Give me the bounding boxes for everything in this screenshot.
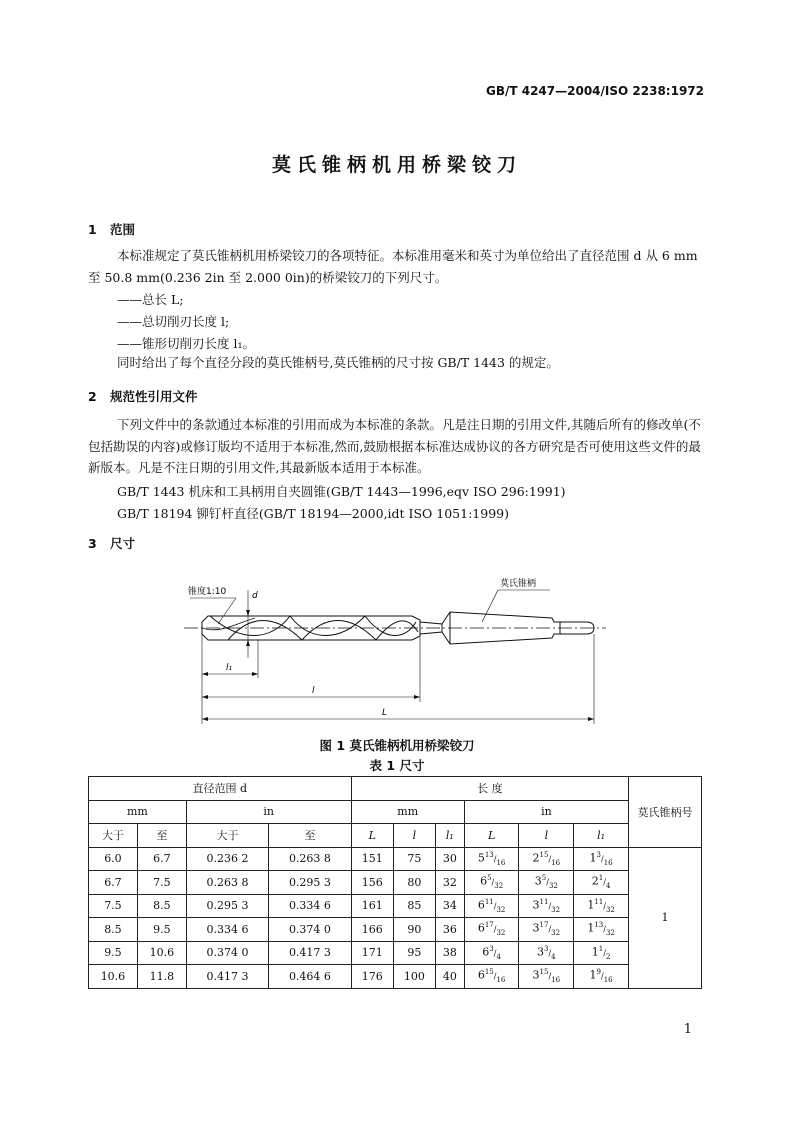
section-2-heading [88,387,198,405]
fraction-cell [519,918,574,942]
fraction-numerator: 17 [539,921,549,930]
section-1-paragraph: 本标准规定了莫氏锥柄机用桥梁铰刀的各项特征。本标准用毫米和英寸为单位给出了直径范围 d 从 6 mm 至 50.8 mm(0.236 2in 至 2.000 0in)的桥梁铰刀的下列尺寸。 [88,248,698,285]
fraction-whole: 5 [477,851,485,865]
table-cell: 6.7 [137,847,186,871]
fraction-slash: / [603,877,606,887]
section-3-heading [88,534,135,552]
fraction-whole: 1 [591,945,599,959]
fraction-whole: 6 [477,898,485,912]
fraction-whole: 2 [532,851,540,865]
table-cell: 30 [436,847,465,871]
section-2-number: 2 [88,389,97,404]
fraction-denominator: 16 [603,858,613,867]
fraction-cell [464,941,519,965]
table-cell: 9.5 [137,918,186,942]
fraction-cell [519,871,574,895]
header-l1: l₁ [574,824,629,848]
table-cell: 80 [393,871,435,895]
page-number: 1 [683,1022,692,1037]
fraction-whole: 6 [480,874,488,888]
header-mm: mm [351,800,464,824]
header-l1: l₁ [436,824,465,848]
fraction-whole: 3 [532,968,540,982]
table-cell: 8.5 [137,894,186,918]
L-label: L [382,708,388,718]
table-row [89,965,702,989]
fraction-denominator: 32 [605,929,615,938]
taper-number-cell: 1 [629,847,702,988]
fraction-numerator: 11 [539,897,549,906]
fraction-whole: 2 [591,874,599,888]
table-cell: 36 [436,918,465,942]
fraction-whole: 3 [537,945,544,959]
standard-code: GB/T 4247—2004/ISO 2238:1972 [485,84,704,98]
fraction-denominator: 32 [605,905,615,914]
table-row [89,918,702,942]
fraction-numerator: 17 [484,921,494,930]
fraction-whole: 1 [587,921,595,935]
flute-line [210,616,416,636]
header-l: l [393,824,435,848]
fraction-numerator: 13 [594,921,604,930]
fraction-slash: / [548,948,552,958]
fraction-whole: 6 [477,921,485,935]
shank-label: 莫氏锥柄 [500,579,537,589]
d-label: d [252,591,258,601]
fraction-whole: 1 [589,968,597,982]
fraction-cell [574,847,629,871]
fraction-whole: 6 [482,945,490,959]
header-length: 长 度 [351,777,628,801]
table-cell: 6.0 [89,847,138,871]
flute-line [228,621,418,641]
taper-leader [218,598,236,624]
fraction-numerator: 5 [487,874,492,883]
table-cell: 11.8 [137,965,186,989]
fraction-whole: 3 [532,898,540,912]
header-L: L [464,824,519,848]
table-cell: 0.236 2 [186,847,268,871]
taper-label: 锥度1:10 [188,587,227,597]
table-cell: 34 [436,894,465,918]
fraction-whole: 1 [587,898,595,912]
fraction-numerator: 3 [489,944,494,953]
fraction-denominator: 4 [496,952,501,961]
fraction-denominator: 32 [494,882,504,891]
header-in: in [186,800,351,824]
table-cell: 90 [393,918,435,942]
fraction-numerator: 15 [484,968,494,977]
section-1-number: 1 [88,222,97,237]
section-1-heading [88,220,135,238]
fraction-cell [519,965,574,989]
header-over: 大于 [89,824,138,848]
fraction-denominator: 32 [496,905,506,914]
fraction-numerator: 15 [539,968,549,977]
fraction-slash: / [603,924,606,934]
fraction-denominator: 16 [496,858,506,867]
fraction-slash: / [493,924,497,934]
fraction-denominator: 2 [605,952,611,961]
table-cell: 0.464 6 [269,965,351,989]
table-cell: 0.334 6 [269,894,351,918]
fraction-numerator: 1 [598,944,604,953]
fraction-slash: / [601,854,604,864]
fraction-denominator: 32 [496,929,506,938]
header-L: L [351,824,393,848]
fraction-numerator: 1 [598,874,604,883]
fraction-slash: / [548,971,552,981]
reamer-drawing [180,572,610,732]
fraction-slash: / [493,854,497,864]
fraction-slash: / [548,854,552,864]
table-cell: 176 [351,965,393,989]
fraction-slash: / [546,877,549,887]
fraction-denominator: 16 [496,976,506,985]
fraction-numerator: 9 [596,968,602,977]
table-row [89,871,702,895]
fraction-denominator: 4 [551,952,556,961]
fraction-numerator: 11 [594,897,604,906]
table-row [89,894,702,918]
table-cell: 7.5 [137,871,186,895]
fraction-slash: / [493,901,497,911]
fraction-whole: 3 [532,921,540,935]
section-1-title: 范围 [110,222,136,237]
fraction-denominator: 16 [551,976,561,985]
header-to: 至 [269,824,351,848]
fraction-denominator: 16 [551,858,561,867]
section-3-number: 3 [88,536,97,551]
table-cell: 161 [351,894,393,918]
header-mm: mm [89,800,187,824]
table-cell: 8.5 [89,918,138,942]
fraction-slash: / [603,948,606,958]
fraction-numerator: 15 [539,850,549,859]
fraction-cell [574,894,629,918]
table-cell: 0.374 0 [186,941,268,965]
table-cell: 0.334 6 [186,918,268,942]
fraction-denominator: 32 [551,905,561,914]
figure-caption: 图 1 莫氏锥柄机用桥梁铰刀 [319,738,475,753]
page-title: 莫氏锥柄机用桥梁铰刀 [271,154,522,176]
fraction-cell [464,894,519,918]
table-cell: 10.6 [89,965,138,989]
list-item: ——总长 L; [117,292,184,307]
shank-leader [482,590,498,622]
fraction-cell [519,941,574,965]
table-cell: 0.417 3 [269,941,351,965]
fraction-cell [464,918,519,942]
fraction-cell [574,918,629,942]
table-cell: 38 [436,941,465,965]
header-diameter-range: 直径范围 d [89,777,352,801]
fraction-slash: / [603,901,606,911]
header-over: 大于 [186,824,268,848]
table-cell: 0.417 3 [186,965,268,989]
table-cell: 40 [436,965,465,989]
fraction-cell [519,894,574,918]
fraction-slash: / [601,971,604,981]
table-cell: 75 [393,847,435,871]
fraction-numerator: 13 [484,850,494,859]
header-taper-no: 莫氏锥柄号 [629,777,702,848]
table-row [89,847,702,871]
reference-item: GB/T 18194 铆钉杆直径(GB/T 18194—2000,idt ISO 1051:1999) [117,506,509,521]
dimensions-table [88,776,702,989]
fraction-numerator: 11 [484,897,494,906]
table-row [89,941,702,965]
fraction-cell [574,871,629,895]
table-cell: 156 [351,871,393,895]
fraction-slash: / [548,924,552,934]
header-l: l [519,824,574,848]
fraction-cell [464,847,519,871]
l1-label: l₁ [226,663,233,673]
fraction-cell [574,965,629,989]
fraction-whole: 1 [589,851,597,865]
table-cell: 171 [351,941,393,965]
section-2-title: 规范性引用文件 [110,389,198,404]
fraction-numerator: 3 [596,850,602,859]
table-cell: 0.263 8 [186,871,268,895]
table-cell: 85 [393,894,435,918]
fraction-denominator: 32 [551,929,561,938]
table-cell: 0.295 3 [269,871,351,895]
table-cell: 95 [393,941,435,965]
section-1-note: 同时给出了每个直径分段的莫氏锥柄号,莫氏锥柄的尺寸按 GB/T 1443 的规定。 [117,355,559,370]
section-2-paragraph: 下列文件中的条款通过本标准的引用而成为本标准的条款。凡是注日期的引用文件,其随后所有的修改单(不包括勘误的内容)或修订版均不适用于本标准,然而,鼓励根据本标准达成协议的各方研究是否可使用这些文件的最新版本。凡是不注日期的引用文件,其最新版本适用于本标准。 [88,417,701,475]
fraction-cell [519,847,574,871]
table-cell: 0.374 0 [269,918,351,942]
fraction-whole: 6 [477,968,485,982]
table-cell: 7.5 [89,894,138,918]
fraction-denominator: 4 [605,882,611,891]
table-caption: 表 1 尺寸 [369,758,425,773]
fraction-denominator: 32 [548,882,558,891]
table-cell: 10.6 [137,941,186,965]
fraction-cell [464,965,519,989]
fraction-slash: / [491,877,495,887]
list-item: ——总切削刃长度 l; [117,314,230,329]
fraction-cell [574,941,629,965]
section-3-title: 尺寸 [110,536,136,551]
fraction-slash: / [548,901,552,911]
table-cell: 6.7 [89,871,138,895]
table-cell: 100 [393,965,435,989]
l-label: l [312,686,315,696]
fraction-numerator: 5 [541,874,547,883]
fraction-cell [464,871,519,895]
reference-item: GB/T 1443 机床和工具柄用自夹圆锥(GB/T 1443—1996,eqv ISO 296:1991) [117,484,566,499]
table-cell: 9.5 [89,941,138,965]
table-cell: 32 [436,871,465,895]
fraction-slash: / [493,948,497,958]
fraction-slash: / [493,971,497,981]
table-cell: 151 [351,847,393,871]
table-cell: 0.263 8 [269,847,351,871]
fraction-denominator: 16 [603,976,613,985]
table-cell: 166 [351,918,393,942]
fraction-numerator: 3 [544,944,549,953]
fraction-whole: 3 [534,874,542,888]
list-item: ——锥形切削刃长度 l₁。 [117,336,255,351]
header-to: 至 [137,824,186,848]
header-in: in [464,800,628,824]
table-cell: 0.295 3 [186,894,268,918]
